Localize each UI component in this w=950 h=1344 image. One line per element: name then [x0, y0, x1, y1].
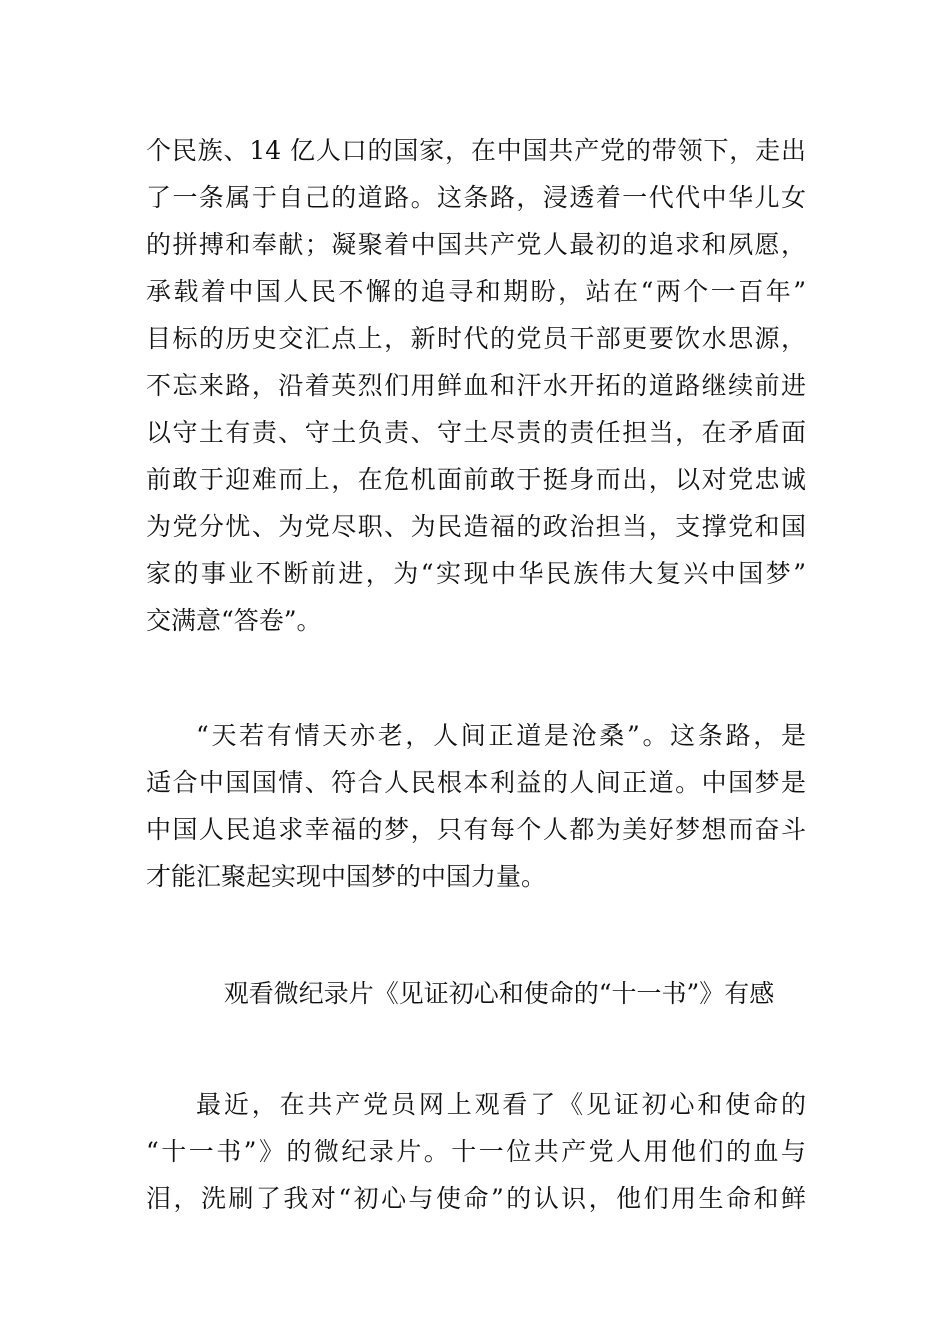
text-line: 才能汇聚起实现中国梦的中国力量。: [146, 862, 547, 891]
text-line: 适合中国国情、符合人民根本利益的人间正道。中国梦是: [146, 768, 806, 797]
text-line: 目标的历史交汇点上，新时代的党员干部更要饮水思源，: [146, 324, 806, 353]
text-line: 不忘来路，沿着英烈们用鲜血和汗水开拓的道路继续前进: [146, 371, 806, 400]
text-line: 为党分忧、为党尽职、为民造福的政治担当，支撑党和国: [146, 512, 806, 541]
text-line: “天若有情天亦老，人间正道是沧桑”。这条路，是: [196, 721, 806, 750]
text-line: “十一书”》的微纪录片。十一位共产党人用他们的血与: [146, 1137, 806, 1166]
text-line: 最近，在共产党员网上观看了《见证初心和使命的: [196, 1090, 806, 1119]
text-line: 泪，洗刷了我对“初心与使命”的认识，他们用生命和鲜: [146, 1184, 806, 1213]
text-line: 中国人民追求幸福的梦，只有每个人都为美好梦想而奋斗: [146, 815, 806, 844]
text-line: 个民族、14 亿人口的国家，在中国共产党的带领下，走出: [146, 136, 806, 165]
text-line: 交满意“答卷”。: [146, 606, 322, 635]
text-line: 家的事业不断前进，为“实现中华民族伟大复兴中国梦”: [146, 559, 806, 588]
text-line: 承载着中国人民不懈的追寻和期盼，站在“两个一百年”: [146, 277, 806, 306]
text-line: 前敢于迎难而上，在危机面前敢于挺身而出，以对党忠诚: [146, 465, 806, 494]
text-line: 的拼搏和奉献；凝聚着中国共产党人最初的追求和夙愿，: [146, 230, 806, 259]
text-line: 以守土有责、守土负责、守土尽责的责任担当，在矛盾面: [146, 418, 806, 447]
text-line: 了一条属于自己的道路。这条路，浸透着一代代中华儿女: [146, 183, 806, 212]
section-title: 观看微纪录片《见证初心和使命的“十一书”》有感: [223, 979, 775, 1008]
